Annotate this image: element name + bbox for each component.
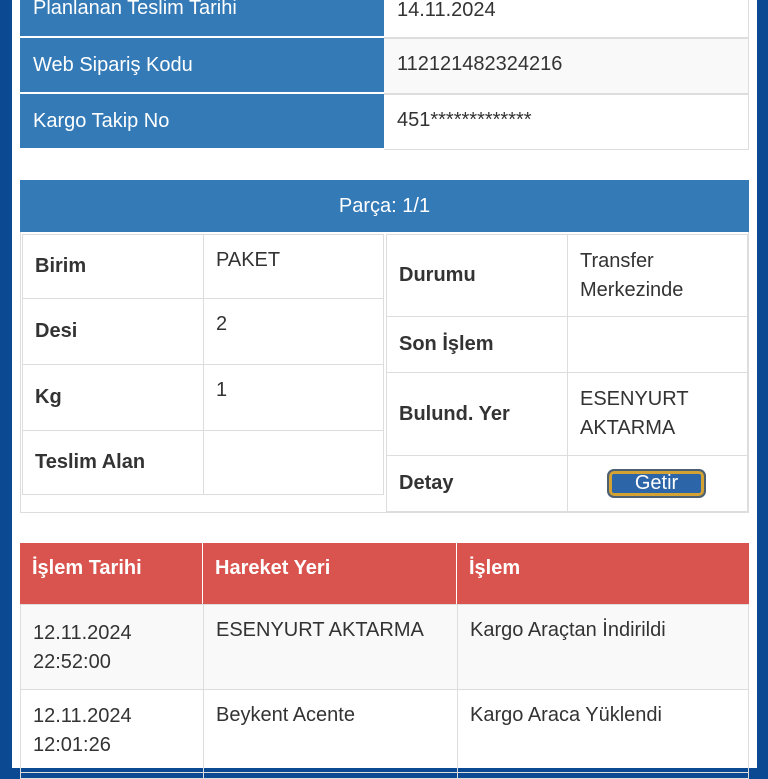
teslim-alan-value — [203, 430, 384, 495]
summary-value: 14.11.2024 — [384, 0, 749, 38]
durumu-value: Transfer Merkezinde — [567, 234, 748, 317]
date: 12.11.2024 — [33, 705, 132, 727]
teslim-alan-label: Teslim Alan — [22, 430, 204, 495]
son-islem-value — [567, 316, 748, 373]
movement-action: Kargo Araca Yüklendi — [457, 689, 749, 779]
header-islem: İşlem — [457, 543, 749, 604]
summary-value: 451************* — [384, 94, 749, 150]
movement-date — [20, 604, 204, 690]
header-islem-tarihi: İşlem Tarihi — [20, 543, 203, 604]
getir-button[interactable]: Getir — [607, 469, 706, 498]
date: 12.11.2024 — [33, 622, 132, 644]
kg-value: 1 — [203, 364, 384, 431]
movement-place: ESENYURT AKTARMA — [203, 604, 458, 690]
movement-action: Kargo Araçtan İndirildi — [457, 604, 749, 690]
header-hareket-yeri: Hareket Yeri — [203, 543, 457, 604]
son-islem-label: Son İşlem — [386, 316, 568, 373]
durumu-label: Durumu — [386, 234, 568, 317]
bulund-yer-value: ESENYURT AKTARMA — [567, 372, 748, 456]
birim-label: Birim — [22, 234, 204, 299]
summary-value: 112121482324216 — [384, 38, 749, 94]
summary-label: Web Sipariş Kodu — [20, 38, 384, 94]
summary-label: Kargo Takip No — [20, 94, 384, 150]
movement-date — [20, 689, 204, 779]
kg-label: Kg — [22, 364, 204, 431]
summary-label: Planlanan Teslim Tarihi — [20, 0, 384, 38]
time: 22:52:00 — [33, 651, 111, 673]
desi-value: 2 — [203, 298, 384, 365]
birim-value: PAKET — [203, 234, 384, 299]
parca-title: Parça: 1/1 — [20, 180, 749, 232]
time: 12:01:26 — [33, 734, 111, 756]
detay-label: Detay — [386, 455, 568, 512]
bulund-yer-label: Bulund. Yer — [386, 372, 568, 456]
desi-label: Desi — [22, 298, 204, 365]
movement-place: Beykent Acente — [203, 689, 458, 779]
